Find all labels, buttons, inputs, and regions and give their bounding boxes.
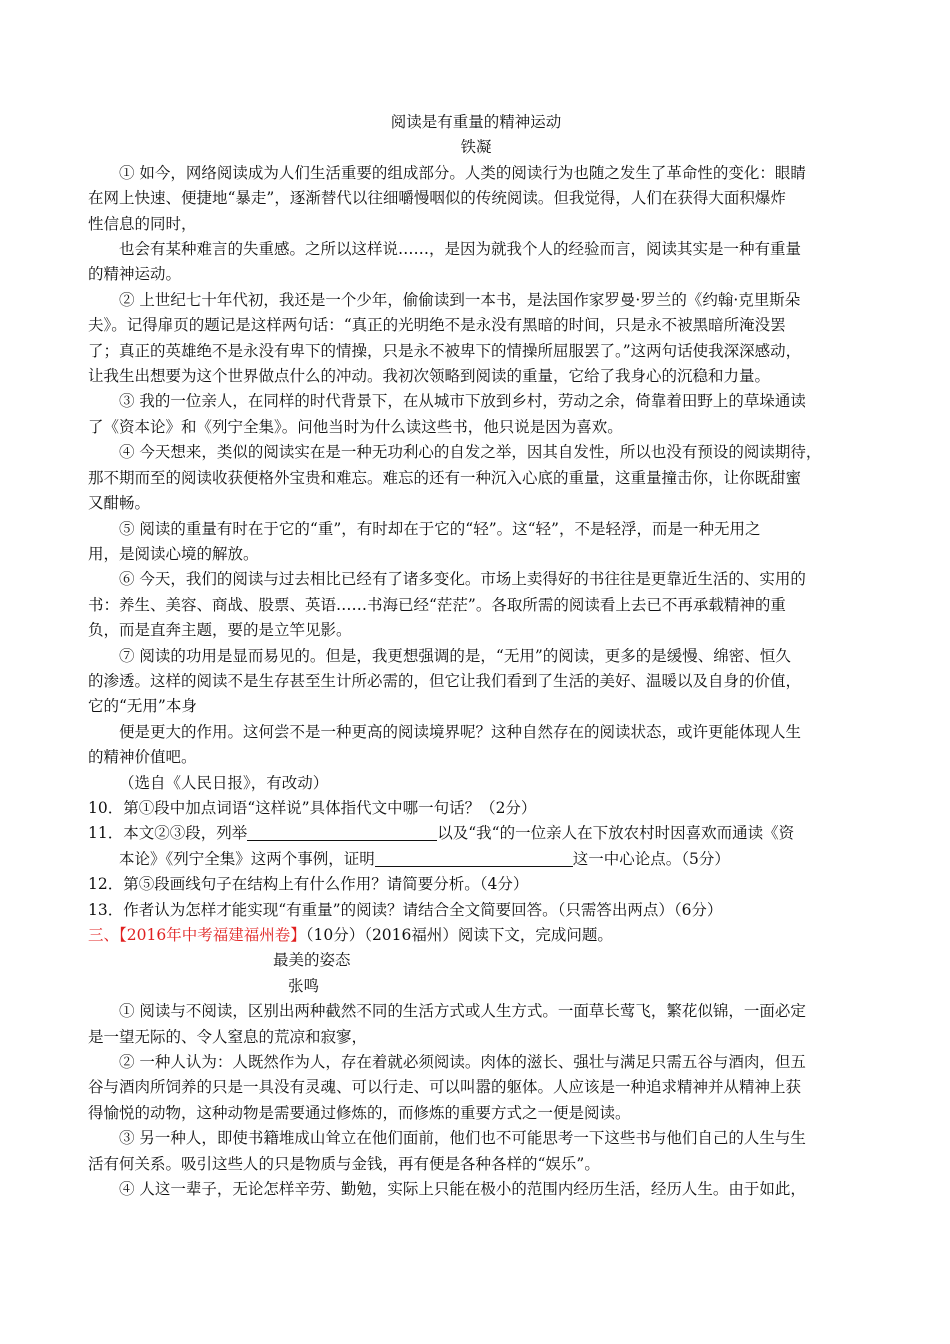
question-11-text: 以及“我“的一位亲人在下放农村时因喜欢而通读《资 [437, 824, 795, 843]
paragraph-line: 的精神运动。 [88, 265, 182, 284]
paragraph-line: ③ 另一种人，即使书籍堆成山耸立在他们面前，他们也不可能思考一下这些书与他们自己的人生与生 [119, 1129, 806, 1148]
paragraph-line: 是一望无际的、令人窒息的荒凉和寂寥， [88, 1027, 368, 1046]
source-citation: （选自《人民日报》，有改动） [119, 773, 329, 792]
paragraph-line: 它的“无用”本身 [88, 697, 197, 716]
paragraph-line: 谷与酒肉所饲养的只是一具没有灵魂、可以行走、可以叫嚣的躯体。人应该是一种追求精神并从精神上获 [88, 1078, 802, 1097]
paragraph-line: 夫》。记得扉页的题记是这样两句话：“真正的光明绝不是永没有黑暗的时间，只是永不被黑暗所淹没罢 [88, 316, 786, 335]
paragraph-line: ② 一种人认为：人既然作为人，存在着就必须阅读。肉体的滋长、强壮与满足只需五谷与酒肉，但五 [119, 1053, 806, 1072]
paragraph-line: ② 上世纪七十年代初，我还是一个少年，偷偷读到一本书，是法国作家罗曼·罗兰的《约翰·克里斯朵 [119, 290, 801, 309]
paragraph-line: 书：养生、美容、商战、股票、英语……书海已经“茫茫”。各取所需的阅读看上去已不再承载精神的重 [88, 595, 786, 614]
paragraph-line: ④ 人这一辈子，无论怎样辛劳、勤勉，实际上只能在极小的范围内经历生活，经历人生。由于如此， [119, 1180, 806, 1199]
paragraph-line: 活有何关系。吸引这些人的只是物质与金钱，再有便是各种各样的“娱乐”。 [88, 1154, 600, 1173]
paragraph-line: 的渗透。这样的阅读不是生存甚至生计所必需的，但它让我们看到了生活的美好、温暖以及自身的价值， [88, 671, 802, 690]
paragraph-line: 了《资本论》和《列宁全集》。问他当时为什么读这些书，他只说是因为喜欢。 [88, 417, 623, 436]
paragraph-line: 那不期而至的阅读收获便格外宝贵和难忘。难忘的还有一种沉入心底的重量，这重量撞击你，让你既甜蜜 [88, 468, 802, 487]
question-11-text: 11．本文②③段，列举 [88, 824, 248, 843]
paragraph-line: ③ 我的一位亲人，在同样的时代背景下，在从城市下放到乡村，劳动之余，倚靠着田野上的草垛通读 [119, 392, 806, 411]
question-12: 12．第⑤段画线句子在结构上有什么作用？请简要分析。（4分） [88, 875, 529, 894]
paragraph-line: ④ 今天想来，类似的阅读实在是一种无功利心的自发之举，因其自发性，所以也没有预设的阅读期待， [119, 443, 822, 462]
paragraph-line: 负，而是直奔主题，要的是立竿见影。 [88, 621, 352, 640]
article-author: 张鸣 [288, 976, 320, 995]
paragraph-line: 的精神价值吧。 [88, 748, 197, 767]
article-title: 阅读是有重量的精神运动 [390, 113, 562, 131]
section-number: 三、 [88, 926, 120, 944]
paragraph-line: 也会有某种难言的失重感。之所以这样说……，是因为就我个人的经验而言，阅读其实是一种有重量 [119, 240, 802, 259]
paragraph-line: 让我生出想要为这个世界做点什么的冲动。我初次领略到阅读的重量，它给了我身心的沉稳和力量。 [88, 367, 771, 386]
paragraph-line: 得愉悦的动物，这种动物是需要通过修炼的，而修炼的重要方式之一便是阅读。 [88, 1103, 631, 1122]
paragraph-line: ⑦ 阅读的功用是显而易见的。但是，我更想强调的是，“无用”的阅读，更多的是缓慢、绵密、恒久 [119, 646, 791, 665]
paragraph-line: 性信息的同时， [88, 214, 197, 233]
paragraph-line: ⑥ 今天，我们的阅读与过去相比已经有了诸多变化。市场上卖得好的书往往是更靠近生活的、实用的 [119, 570, 806, 589]
question-11-text: 本论》《列宁全集》这两个事例，证明 [119, 849, 375, 868]
question-11-continued [88, 847, 864, 872]
question-11 [88, 821, 864, 846]
answer-blank[interactable] [247, 822, 437, 841]
paragraph-line: 便是更大的作用。这何尝不是一种更高的阅读境界呢？这种自然存在的阅读状态，或许更能体现人生 [119, 722, 802, 741]
paragraph-line: ① 阅读与不阅读，区别出两种截然不同的生活方式或人生方式。一面草长莺飞，繁花似锦，一面必定 [119, 1002, 806, 1021]
article-author: 铁凝 [460, 138, 492, 157]
paragraph-line: ① 如今，网络阅读成为人们生活重要的组成部分。人类的阅读行为也随之发生了革命性的变化：眼睛 [119, 163, 806, 182]
paragraph-line: 用，是阅读心境的解放。 [88, 544, 259, 563]
section-instruction: （10分）（2016福州）阅读下文，完成问题。 [305, 926, 613, 944]
paragraph-line: 又酣畅。 [88, 494, 151, 513]
section-heading [88, 923, 864, 948]
paragraph-line: ⑤ 阅读的重量有时在于它的“重”，有时却在于它的“轻”。这“轻”，不是轻浮，而是一种无用之 [119, 519, 761, 538]
paragraph-line: 在网上快速、便捷地“暴走”，逐渐替代以往细嚼慢咽似的传统阅读。但我觉得，人们在获得大面积爆炸 [88, 189, 786, 208]
answer-blank[interactable] [375, 848, 573, 867]
exam-source-tag: 【2016年中考福建福州卷】 [119, 926, 306, 944]
article-title: 最美的姿态 [273, 951, 351, 970]
document-page [88, 110, 864, 1202]
question-10: 10．第①段中加点词语“这样说”具体指代文中哪一句话？（2分） [88, 798, 537, 817]
question-11-text: 这一中心论点。（5分） [572, 849, 730, 868]
paragraph-line: 了；真正的英雄绝不是永没有卑下的情操，只是永不被卑下的情操所屈服罢了。”这两句话使我深深感动， [88, 341, 802, 360]
question-13: 13．作者认为怎样才能实现“有重量”的阅读？请结合全文简要回答。（只需答出两点）（6分） [88, 900, 723, 919]
